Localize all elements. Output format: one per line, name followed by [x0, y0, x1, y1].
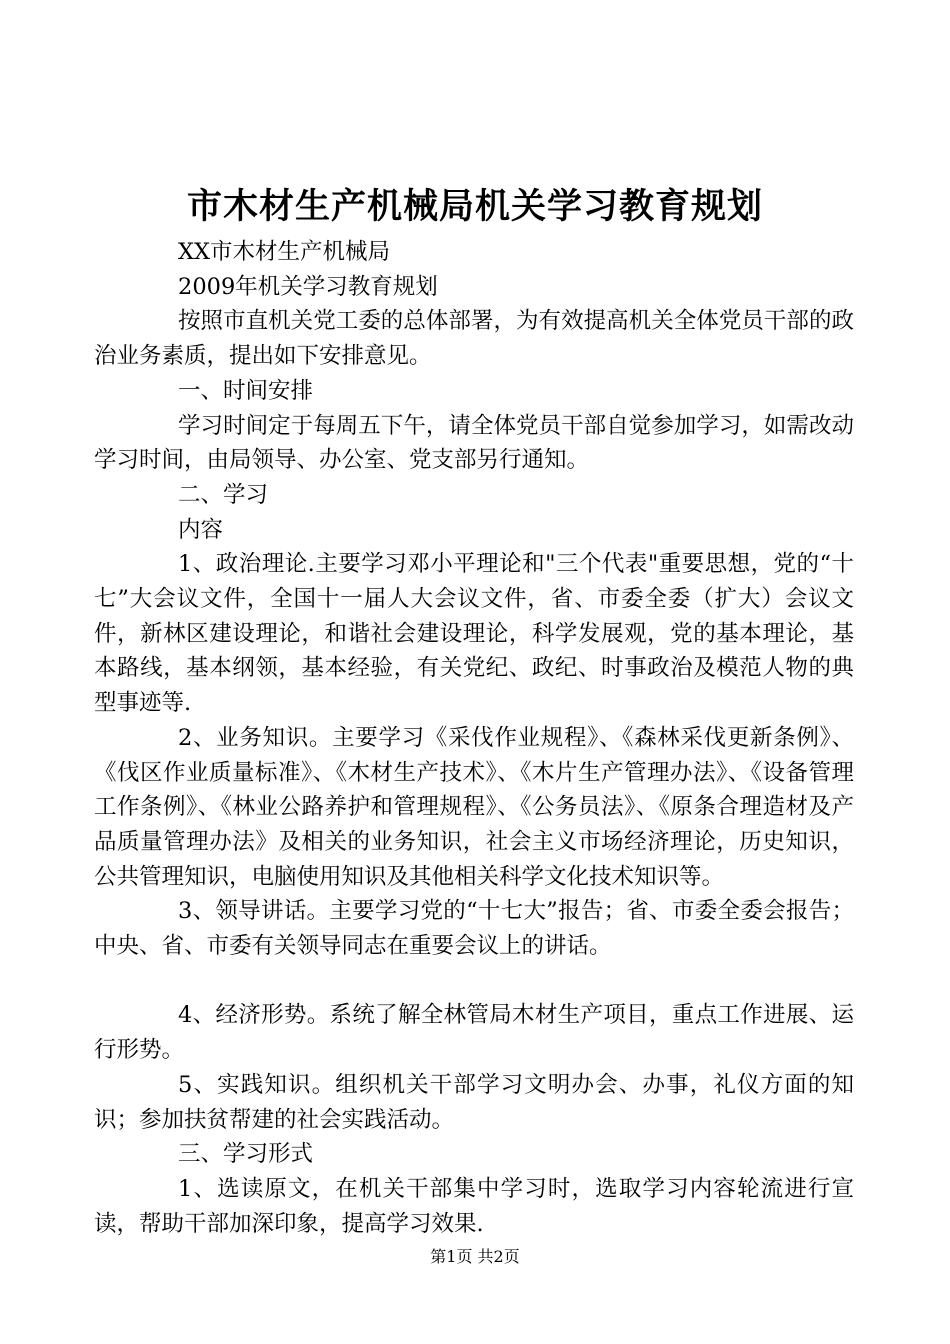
- intro-paragraph: 按照市直机关党工委的总体部署，为有效提高机关全体党员干部的政治业务素质，提出如下安排意见。: [94, 308, 854, 370]
- section-heading-forms: 三、学习形式: [178, 1141, 314, 1168]
- schedule-paragraph: 学习时间定于每周五下午，请全体党员干部自觉参加学习，如需改动学习时间，由局领导、办公室、党支部另行通知。: [94, 412, 854, 474]
- item-leadership-speeches: 3、领导讲话。主要学习党的“十七大”报告；省、市委全委会报告；中央、省、市委有关领导同志在重要会议上的讲话。: [94, 898, 854, 960]
- item-economic-situation: 4、经济形势。系统了解全林管局木材生产项目，重点工作进展、运行形势。: [94, 1002, 854, 1064]
- item-reading-originals: 1、选读原文，在机关干部集中学习时，选取学习内容轮流进行宣读，帮助干部加深印象，提高学习效果.: [94, 1175, 854, 1237]
- section-heading-schedule: 一、时间安排: [178, 377, 314, 404]
- page-footer: 第1页 共2页: [430, 1247, 520, 1266]
- subtitle-line: 2009年机关学习教育规划: [178, 273, 438, 300]
- section-heading-content: 内容: [178, 516, 224, 543]
- item-practical-knowledge: 5、实践知识。组织机关干部学习文明办会、办事，礼仪方面的知识；参加扶贫帮建的社会实践活动。: [94, 1071, 854, 1133]
- issuer-line: XX市木材生产机械局: [178, 239, 391, 265]
- blank-line: [94, 964, 854, 999]
- item-political-theory: 1、政治理论.主要学习邓小平理论和"三个代表"重要思想，党的“十七”大会议文件，全国十一届人大会议文件，省、市委全委（扩大）会议文件，新林区建设理论，和谐社会建设理论，科学发展观，党的基本理论，基本路线，基本纲领，基本经验，有关党纪、政纪、时事政治及模范人物的典型事迹等.: [94, 551, 854, 717]
- document-title: 市木材生产机械局机关学习教育规划: [186, 186, 763, 227]
- document-body: [94, 235, 854, 1241]
- item-business-knowledge: 2、业务知识。主要学习《采伐作业规程》、《森林采伐更新条例》、《伐区作业质量标准》、《木材生产技术》、《木片生产管理办法》、《设备管理工作条例》、《林业公路养护和管理规程》、《公务员法》、《原条合理造材及产品质量管理办法》及相关的业务知识，社会主义市场经济理论，历史知识，公共管理知识，电脑使用知识及其他相关科学文化技术知识等。: [94, 724, 854, 890]
- section-heading-study: 二、学习: [178, 481, 269, 508]
